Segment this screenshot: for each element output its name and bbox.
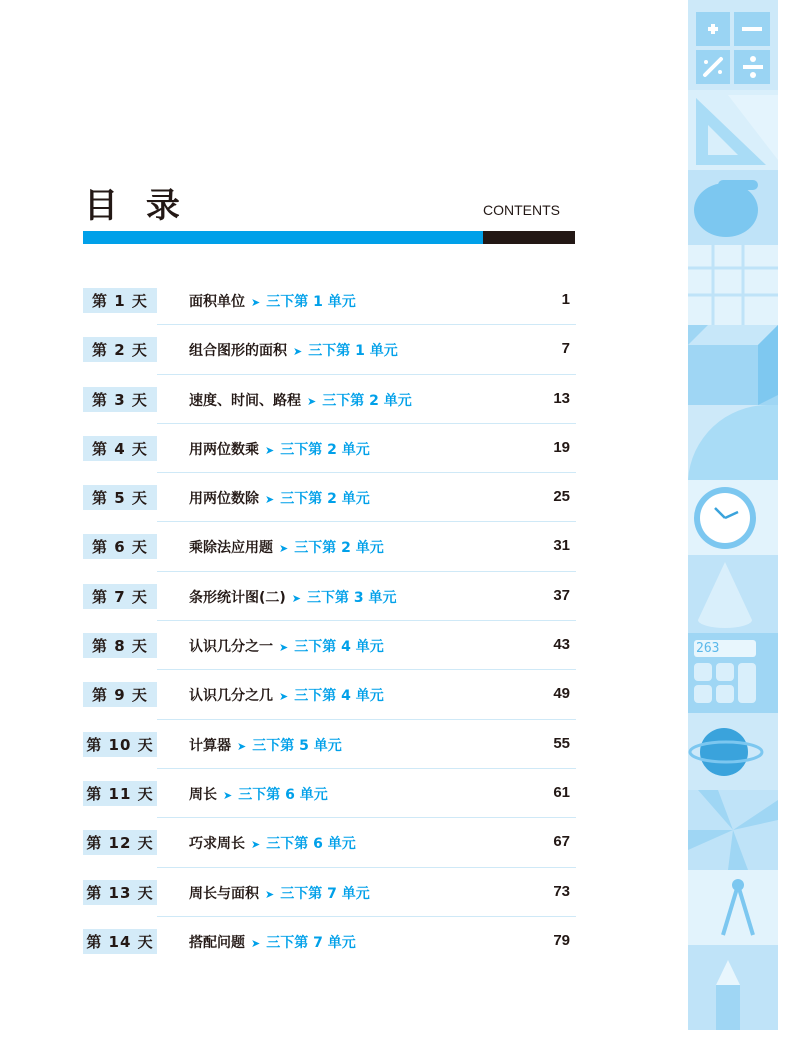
entry-topic <box>189 488 370 508</box>
arrow-icon: ➤ <box>291 591 302 605</box>
arrow-icon: ➤ <box>279 690 289 704</box>
arrow-icon: ➤ <box>251 936 261 950</box>
arrow-icon: ➤ <box>251 838 261 852</box>
title-bar-dark <box>483 231 575 244</box>
unit-label: 三下第 6 单元 <box>266 836 356 853</box>
entry-topic <box>189 883 370 903</box>
toc-entry[interactable] <box>83 818 576 867</box>
toc-entry[interactable] <box>83 720 576 769</box>
arrow-icon: ➤ <box>279 641 289 655</box>
entry-topic <box>189 390 412 410</box>
unit-label: 三下第 7 单元 <box>266 934 356 951</box>
toc-entry[interactable] <box>83 670 576 719</box>
unit-label: 三下第 5 单元 <box>252 737 342 754</box>
toc-entry[interactable] <box>83 769 576 818</box>
page-number: 49 <box>553 685 570 703</box>
arrow-icon: ➤ <box>251 296 261 309</box>
page-number: 79 <box>553 931 570 949</box>
arrow-icon: ➤ <box>265 443 275 457</box>
day-badge: 第 12 天 <box>83 830 157 855</box>
toc-entry[interactable] <box>83 375 576 424</box>
topic-text: 搭配问题 <box>189 934 245 951</box>
day-badge: 第 3 天 <box>83 387 157 412</box>
entry-topic <box>189 784 328 804</box>
arrow-icon: ➤ <box>223 788 233 802</box>
unit-label: 三下第 7 单元 <box>280 885 370 902</box>
unit-label: 三下第 2 单元 <box>280 491 370 508</box>
unit-label: 三下第 4 单元 <box>294 639 384 656</box>
unit-label: 三下第 1 单元 <box>308 343 398 360</box>
entry-topic <box>189 587 397 607</box>
page-number: 43 <box>553 636 570 654</box>
page-number: 61 <box>553 783 570 801</box>
topic-text: 面积单位 <box>189 294 245 310</box>
day-badge: 第 8 天 <box>83 633 157 658</box>
topic-text: 乘除法应用题 <box>189 540 273 557</box>
page-number: 73 <box>553 882 570 900</box>
toc-entry[interactable] <box>83 276 576 325</box>
topic-text: 周长与面积 <box>189 885 259 902</box>
arrow-icon: ➤ <box>265 493 275 507</box>
topic-text: 速度、时间、路程 <box>189 392 301 409</box>
topic-text: 用两位数乘 <box>189 441 259 458</box>
topic-text: 周长 <box>189 786 217 803</box>
arrow-icon: ➤ <box>237 739 247 753</box>
calculator-display: 263 <box>696 641 720 656</box>
day-badge: 第 1 天 <box>83 288 157 313</box>
page-number: 37 <box>553 586 570 604</box>
day-badge: 第 14 天 <box>83 929 157 954</box>
topic-text: 认识几分之一 <box>189 639 273 656</box>
title-underline-bar <box>83 231 575 244</box>
toc-entry[interactable] <box>83 917 576 966</box>
page-number: 31 <box>553 537 570 555</box>
day-badge: 第 11 天 <box>83 781 157 806</box>
day-badge: 第 13 天 <box>83 880 157 905</box>
day-badge: 第 9 天 <box>83 682 157 707</box>
entry-topic <box>189 291 356 311</box>
toc-entry[interactable] <box>83 522 576 571</box>
title-bar-blue <box>83 231 483 244</box>
topic-text: 用两位数除 <box>189 491 259 508</box>
day-badge: 第 5 天 <box>83 485 157 510</box>
topic-text: 条形统计图(二) <box>189 589 286 606</box>
entry-topic <box>189 537 384 557</box>
unit-label: 三下第 2 单元 <box>322 392 412 409</box>
contents-label: CONTENTS <box>483 202 560 218</box>
day-badge: 第 4 天 <box>83 436 157 461</box>
page-number: 19 <box>553 438 570 456</box>
unit-label: 三下第 3 单元 <box>307 589 397 606</box>
arrow-icon: ➤ <box>307 394 317 408</box>
topic-text: 计算器 <box>189 737 231 754</box>
page-number: 13 <box>553 389 570 407</box>
entry-topic <box>189 932 356 952</box>
arrow-icon: ➤ <box>293 345 303 359</box>
unit-label: 三下第 4 单元 <box>294 688 384 705</box>
day-badge: 第 2 天 <box>83 337 157 362</box>
entry-topic <box>189 340 398 360</box>
entry-topic <box>189 833 356 853</box>
page-number: 7 <box>561 340 570 358</box>
entry-topic <box>189 685 384 705</box>
page-title: 目 录 <box>84 186 188 226</box>
topic-text: 认识几分之几 <box>189 688 273 705</box>
page-number: 55 <box>553 734 570 752</box>
topic-text: 巧求周长 <box>189 836 245 853</box>
toc-entry[interactable] <box>83 473 576 522</box>
math-decoration-icon <box>688 0 778 1030</box>
toc-entry[interactable] <box>83 325 576 374</box>
toc-entry[interactable] <box>83 868 576 917</box>
day-badge: 第 7 天 <box>83 584 157 609</box>
topic-text: 组合图形的面积 <box>189 343 287 360</box>
toc-entry[interactable] <box>83 424 576 473</box>
entry-topic <box>189 735 342 755</box>
entry-topic <box>189 636 384 656</box>
unit-label: 三下第 2 单元 <box>294 540 384 557</box>
page-number: 1 <box>561 291 570 308</box>
day-badge: 第 10 天 <box>83 732 157 757</box>
unit-label: 三下第 1 单元 <box>266 294 356 310</box>
arrow-icon: ➤ <box>265 887 275 901</box>
day-badge: 第 6 天 <box>83 534 157 559</box>
page-number: 25 <box>553 488 570 506</box>
toc-entry[interactable] <box>83 572 576 621</box>
entry-topic <box>189 439 370 459</box>
unit-label: 三下第 2 单元 <box>280 441 370 458</box>
page-number: 67 <box>553 833 570 851</box>
arrow-icon: ➤ <box>279 542 289 556</box>
toc-list <box>83 276 576 966</box>
toc-entry[interactable] <box>83 621 576 670</box>
unit-label: 三下第 6 单元 <box>238 786 328 803</box>
decorative-side-strip <box>688 0 778 1030</box>
